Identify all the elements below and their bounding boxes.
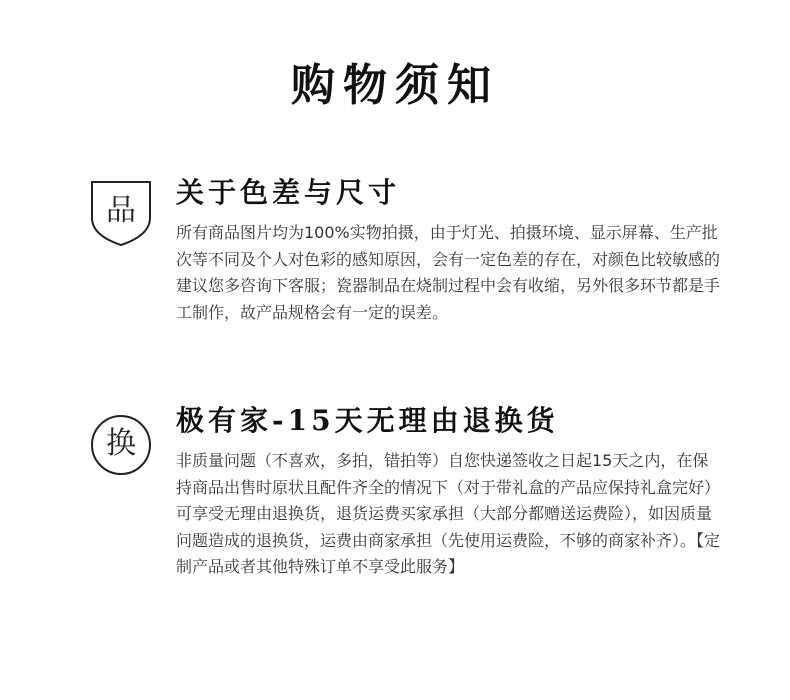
icon-char: 换 — [106, 426, 136, 461]
section-body: 所有商品图片均为100%实物拍摄，由于灯光、拍摄环境、显示屏幕、生产批次等不同及个人对色彩的感知原因，会有一定色差的存在，对颜色比较敏感的建议您多咨询下客服；瓷器制品在烧制过程中会有收缩，另外很多环节都是手工制作，故产品规格会有一定的误差。 — [176, 223, 721, 322]
section-return-policy — [0, 404, 790, 624]
page-title: 购物须知 — [291, 60, 499, 111]
section-heading: 关于色差与尺寸 — [176, 176, 401, 209]
section-heading: 极有家-15天无理由退换货 — [176, 404, 559, 437]
section-body: 非质量问题（不喜欢，多拍，错拍等）自您快递签收之日起15天之内，在保持商品出售时原状且配件齐全的情况下（对于带礼盒的产品应保持礼盒完好）可享受无理由退换货，退货运费买家承担（大部分都赠送运费险），如因质量问题造成的退换货，运费由商家承担（先使用运费险，不够的商家补齐）。【定制产品或者其他特殊订单不享受此服务】 — [176, 451, 721, 576]
pin-badge-icon — [88, 178, 154, 248]
section-color-size — [0, 176, 790, 356]
icon-char: 品 — [106, 193, 136, 228]
huan-circle-icon — [88, 410, 154, 480]
